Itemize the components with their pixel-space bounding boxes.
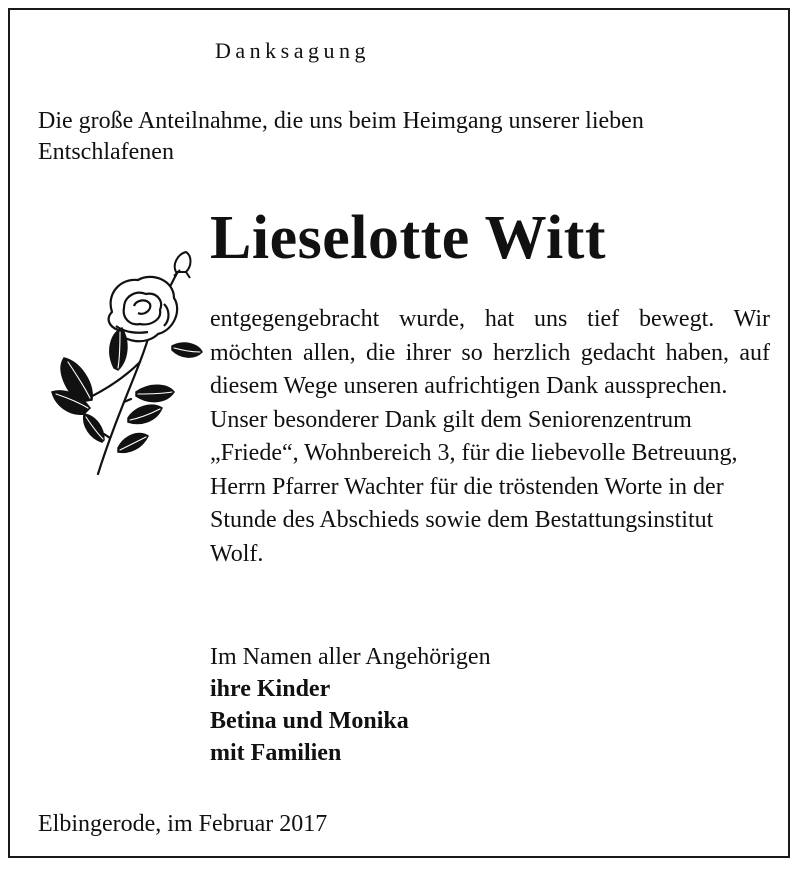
signature-block	[210, 641, 770, 769]
place-date: Elbingerode, im Februar 2017	[38, 811, 328, 837]
signature-line: ihre Kinder	[210, 676, 331, 702]
body-text	[210, 303, 770, 571]
signature-intro: Im Namen aller Angehörigen	[210, 644, 491, 670]
intro-text: Die große Anteilnahme, die uns beim Heimgang unserer lieben Entschlafenen	[38, 108, 644, 165]
body-paragraph: entgegengebracht wurde, hat uns tief bewegt. Wir möchten allen, die ihrer so herzlich gedacht haben, auf diesem Wege unseren aufrichtigen Dank aussprechen.	[210, 306, 770, 399]
deceased-name: Lieselotte Witt	[210, 204, 607, 272]
signature-line: mit Familien	[210, 740, 342, 766]
body-paragraph: Unser besonderer Dank gilt dem Seniorenzentrum „Friede“, Wohnbereich 3, für die liebevolle Betreuung, Herrn Pfarrer Wachter für die tröstenden Worte in der Stunde des Abschieds sowie dem Bestattungsinstitut Wolf.	[210, 406, 738, 567]
signature-line: Betina und Monika	[210, 708, 409, 734]
obituary-card	[8, 8, 790, 858]
rose-icon	[40, 242, 210, 487]
notice-heading: Danksagung	[215, 38, 370, 63]
